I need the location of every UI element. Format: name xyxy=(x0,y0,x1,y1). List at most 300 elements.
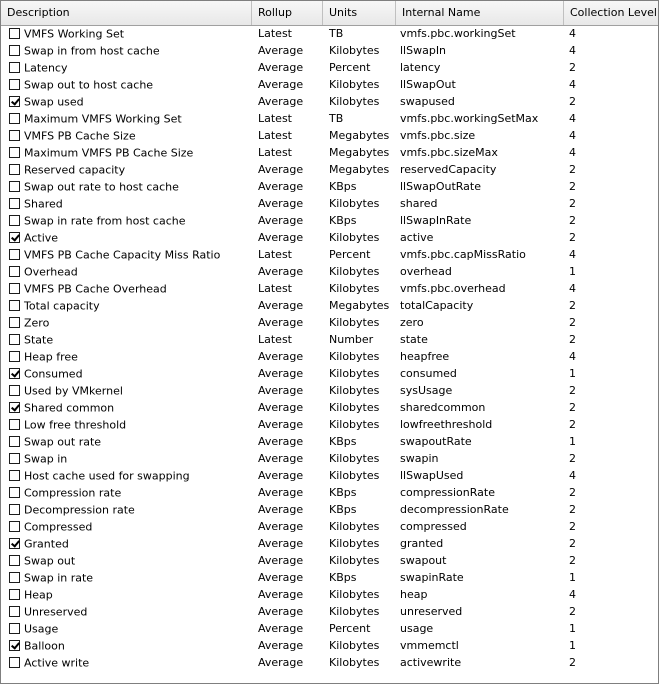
row-checkbox[interactable] xyxy=(9,79,20,90)
row-checkbox[interactable] xyxy=(9,249,20,260)
rollup-cell: Average xyxy=(258,350,304,363)
internal-name-cell: llSwapInRate xyxy=(400,214,472,227)
table-row[interactable] xyxy=(1,637,658,654)
description-label: Unreserved xyxy=(24,605,88,619)
table-row[interactable] xyxy=(1,76,658,93)
table-row[interactable] xyxy=(1,365,658,382)
table-row[interactable] xyxy=(1,467,658,484)
units-cell: KBps xyxy=(329,503,357,516)
table-row[interactable] xyxy=(1,416,658,433)
rollup-cell: Average xyxy=(258,180,304,193)
description-label: Low free threshold xyxy=(24,418,127,432)
rollup-cell: Latest xyxy=(258,27,292,40)
description-cell xyxy=(1,433,251,450)
collection-level-cell: 2 xyxy=(569,503,576,516)
units-cell: Kilobytes xyxy=(329,231,380,244)
table-row[interactable] xyxy=(1,110,658,127)
table-row[interactable] xyxy=(1,433,658,450)
units-cell: Percent xyxy=(329,622,371,635)
units-cell: Kilobytes xyxy=(329,639,380,652)
row-checkbox[interactable] xyxy=(9,385,20,396)
collection-level-cell: 2 xyxy=(569,452,576,465)
rollup-cell: Average xyxy=(258,367,304,380)
internal-name-cell: vmfs.pbc.workingSet xyxy=(400,27,516,40)
column-header-collection-level[interactable]: Collection Level xyxy=(570,6,657,19)
rollup-cell: Average xyxy=(258,401,304,414)
description-cell xyxy=(1,586,251,603)
units-cell: Megabytes xyxy=(329,163,390,176)
collection-level-cell: 2 xyxy=(569,418,576,431)
description-cell xyxy=(1,348,251,365)
description-cell xyxy=(1,25,251,42)
collection-level-cell: 4 xyxy=(569,129,576,142)
table-row[interactable] xyxy=(1,314,658,331)
description-label: Swap out rate xyxy=(24,435,102,449)
row-checkbox[interactable] xyxy=(9,368,20,379)
collection-level-cell: 2 xyxy=(569,197,576,210)
units-cell: Kilobytes xyxy=(329,554,380,567)
collection-level-cell: 2 xyxy=(569,299,576,312)
description-label: Swap used xyxy=(24,95,84,109)
row-checkbox[interactable] xyxy=(9,657,20,668)
units-cell: Megabytes xyxy=(329,129,390,142)
description-label: Reserved capacity xyxy=(24,163,126,177)
rollup-cell: Average xyxy=(258,78,304,91)
rollup-cell: Average xyxy=(258,265,304,278)
units-cell: Percent xyxy=(329,61,371,74)
description-cell xyxy=(1,195,251,212)
row-checkbox[interactable] xyxy=(9,351,20,362)
description-label: Active xyxy=(24,231,59,245)
table-row[interactable] xyxy=(1,484,658,501)
description-cell xyxy=(1,331,251,348)
description-label: Balloon xyxy=(24,639,65,653)
description-cell xyxy=(1,467,251,484)
internal-name-cell: consumed xyxy=(400,367,457,380)
internal-name-cell: active xyxy=(400,231,434,244)
rollup-cell: Latest xyxy=(258,146,292,159)
table-row[interactable] xyxy=(1,42,658,59)
internal-name-cell: vmfs.pbc.size xyxy=(400,129,476,142)
rollup-cell: Average xyxy=(258,95,304,108)
internal-name-cell: usage xyxy=(400,622,434,635)
rollup-cell: Average xyxy=(258,418,304,431)
description-label: VMFS PB Cache Overhead xyxy=(24,282,167,296)
units-cell: KBps xyxy=(329,214,357,227)
row-checkbox[interactable] xyxy=(9,555,20,566)
collection-level-cell: 4 xyxy=(569,588,576,601)
table-row[interactable] xyxy=(1,263,658,280)
internal-name-cell: vmfs.pbc.workingSetMax xyxy=(400,112,539,125)
internal-name-cell: swapused xyxy=(400,95,455,108)
rollup-cell: Average xyxy=(258,44,304,57)
collection-level-cell: 2 xyxy=(569,180,576,193)
rollup-cell: Average xyxy=(258,486,304,499)
description-label: Swap in from host cache xyxy=(24,44,160,58)
row-checkbox[interactable] xyxy=(9,487,20,498)
table-row[interactable] xyxy=(1,586,658,603)
rollup-cell: Average xyxy=(258,452,304,465)
row-checkbox[interactable] xyxy=(9,283,20,294)
collection-level-cell: 1 xyxy=(569,265,576,278)
collection-level-cell: 4 xyxy=(569,146,576,159)
rollup-cell: Average xyxy=(258,639,304,652)
collection-level-cell: 2 xyxy=(569,384,576,397)
units-cell: Kilobytes xyxy=(329,350,380,363)
description-label: Latency xyxy=(24,61,68,75)
collection-level-cell: 2 xyxy=(569,656,576,669)
collection-level-cell: 4 xyxy=(569,78,576,91)
description-cell xyxy=(1,535,251,552)
description-label: Used by VMkernel xyxy=(24,384,123,398)
units-cell: Number xyxy=(329,333,374,346)
internal-name-cell: llSwapIn xyxy=(400,44,447,57)
collection-level-cell: 2 xyxy=(569,486,576,499)
row-checkbox[interactable] xyxy=(9,317,20,328)
internal-name-cell: heapfree xyxy=(400,350,450,363)
table-row[interactable] xyxy=(1,552,658,569)
description-label: Maximum VMFS PB Cache Size xyxy=(24,146,194,160)
table-row[interactable] xyxy=(1,127,658,144)
description-label: Zero xyxy=(24,316,50,330)
collection-level-cell: 2 xyxy=(569,163,576,176)
rollup-cell: Average xyxy=(258,435,304,448)
row-checkbox[interactable] xyxy=(9,640,20,651)
rollup-cell: Average xyxy=(258,554,304,567)
rollup-cell: Average xyxy=(258,214,304,227)
table-row[interactable] xyxy=(1,348,658,365)
units-cell: Kilobytes xyxy=(329,44,380,57)
description-label: Swap out rate to host cache xyxy=(24,180,179,194)
rollup-cell: Latest xyxy=(258,333,292,346)
table-row[interactable] xyxy=(1,331,658,348)
units-cell: Kilobytes xyxy=(329,316,380,329)
internal-name-cell: vmfs.pbc.sizeMax xyxy=(400,146,498,159)
collection-level-cell: 4 xyxy=(569,469,576,482)
internal-name-cell: activewrite xyxy=(400,656,462,669)
internal-name-cell: heap xyxy=(400,588,428,601)
units-cell: TB xyxy=(329,27,344,40)
collection-level-cell: 4 xyxy=(569,350,576,363)
table-row[interactable] xyxy=(1,535,658,552)
row-checkbox[interactable] xyxy=(9,589,20,600)
table-row[interactable] xyxy=(1,229,658,246)
units-cell: Kilobytes xyxy=(329,469,380,482)
row-checkbox[interactable] xyxy=(9,334,20,345)
table-row[interactable] xyxy=(1,501,658,518)
description-label: Swap in xyxy=(24,452,68,466)
collection-level-cell: 2 xyxy=(569,95,576,108)
collection-level-cell: 1 xyxy=(569,367,576,380)
description-cell xyxy=(1,110,251,127)
units-cell: Kilobytes xyxy=(329,282,380,295)
rollup-cell: Average xyxy=(258,384,304,397)
description-cell xyxy=(1,569,251,586)
rollup-cell: Average xyxy=(258,605,304,618)
rollup-cell: Average xyxy=(258,197,304,210)
table-row[interactable] xyxy=(1,212,658,229)
description-cell xyxy=(1,144,251,161)
row-checkbox[interactable] xyxy=(9,130,20,141)
rollup-cell: Average xyxy=(258,61,304,74)
description-label: Heap free xyxy=(24,350,78,364)
internal-name-cell: sysUsage xyxy=(400,384,453,397)
row-checkbox[interactable] xyxy=(9,62,20,73)
rollup-cell: Average xyxy=(258,571,304,584)
description-label: Swap in rate from host cache xyxy=(24,214,186,228)
description-cell xyxy=(1,365,251,382)
internal-name-cell: reservedCapacity xyxy=(400,163,497,176)
row-checkbox[interactable] xyxy=(9,266,20,277)
internal-name-cell: lowfreethreshold xyxy=(400,418,493,431)
table-row[interactable] xyxy=(1,450,658,467)
description-cell xyxy=(1,93,251,110)
rollup-cell: Average xyxy=(258,520,304,533)
description-cell xyxy=(1,59,251,76)
table-row[interactable] xyxy=(1,654,658,671)
internal-name-cell: shared xyxy=(400,197,438,210)
units-cell: Kilobytes xyxy=(329,418,380,431)
internal-name-cell: totalCapacity xyxy=(400,299,474,312)
table-row[interactable] xyxy=(1,518,658,535)
description-cell xyxy=(1,654,251,671)
table-row[interactable] xyxy=(1,59,658,76)
units-cell: Kilobytes xyxy=(329,384,380,397)
row-checkbox[interactable] xyxy=(9,181,20,192)
collection-level-cell: 2 xyxy=(569,537,576,550)
internal-name-cell: vmfs.pbc.capMissRatio xyxy=(400,248,526,261)
units-cell: Kilobytes xyxy=(329,452,380,465)
internal-name-cell: swapoutRate xyxy=(400,435,472,448)
description-cell xyxy=(1,212,251,229)
table-row[interactable] xyxy=(1,178,658,195)
table-row[interactable] xyxy=(1,25,658,42)
description-cell xyxy=(1,399,251,416)
collection-level-cell: 2 xyxy=(569,61,576,74)
description-label: Maximum VMFS Working Set xyxy=(24,112,182,126)
row-checkbox[interactable] xyxy=(9,572,20,583)
description-cell xyxy=(1,42,251,59)
description-label: Active write xyxy=(24,656,90,670)
description-label: Swap out to host cache xyxy=(24,78,154,92)
description-cell xyxy=(1,603,251,620)
table-row[interactable] xyxy=(1,399,658,416)
description-label: Swap out xyxy=(24,554,76,568)
units-cell: KBps xyxy=(329,435,357,448)
units-cell: Kilobytes xyxy=(329,78,380,91)
row-checkbox[interactable] xyxy=(9,215,20,226)
collection-level-cell: 2 xyxy=(569,401,576,414)
internal-name-cell: llSwapOut xyxy=(400,78,456,91)
description-label: Shared xyxy=(24,197,63,211)
table-row[interactable] xyxy=(1,161,658,178)
internal-name-cell: unreserved xyxy=(400,605,463,618)
row-checkbox[interactable] xyxy=(9,45,20,56)
description-label: Consumed xyxy=(24,367,83,381)
rollup-cell: Average xyxy=(258,537,304,550)
rollup-cell: Average xyxy=(258,588,304,601)
row-checkbox[interactable] xyxy=(9,147,20,158)
description-cell xyxy=(1,76,251,93)
description-cell xyxy=(1,484,251,501)
rollup-cell: Average xyxy=(258,316,304,329)
internal-name-cell: zero xyxy=(400,316,424,329)
collection-level-cell: 1 xyxy=(569,639,576,652)
description-label: Shared common xyxy=(24,401,115,415)
row-checkbox[interactable] xyxy=(9,198,20,209)
description-cell xyxy=(1,127,251,144)
description-cell xyxy=(1,246,251,263)
description-cell xyxy=(1,382,251,399)
collection-level-cell: 2 xyxy=(569,333,576,346)
internal-name-cell: compressed xyxy=(400,520,467,533)
units-cell: Kilobytes xyxy=(329,537,380,550)
row-checkbox[interactable] xyxy=(9,453,20,464)
column-header-units[interactable]: Units xyxy=(323,1,396,25)
row-checkbox[interactable] xyxy=(9,164,20,175)
row-checkbox[interactable] xyxy=(9,402,20,413)
description-label: VMFS PB Cache Capacity Miss Ratio xyxy=(24,248,221,262)
table-row[interactable] xyxy=(1,603,658,620)
row-checkbox[interactable] xyxy=(9,623,20,634)
internal-name-cell: state xyxy=(400,333,428,346)
description-label: Swap in rate xyxy=(24,571,94,585)
rollup-cell: Average xyxy=(258,656,304,669)
description-label: Host cache used for swapping xyxy=(24,469,190,483)
collection-level-cell: 4 xyxy=(569,27,576,40)
description-label: VMFS PB Cache Size xyxy=(24,129,136,143)
row-checkbox[interactable] xyxy=(9,504,20,515)
internal-name-cell: granted xyxy=(400,537,444,550)
description-cell xyxy=(1,450,251,467)
units-cell: Kilobytes xyxy=(329,605,380,618)
description-label: Decompression rate xyxy=(24,503,135,517)
description-cell xyxy=(1,161,251,178)
rollup-cell: Average xyxy=(258,163,304,176)
internal-name-cell: sharedcommon xyxy=(400,401,486,414)
units-cell: Kilobytes xyxy=(329,265,380,278)
internal-name-cell: swapinRate xyxy=(400,571,464,584)
collection-level-cell: 2 xyxy=(569,316,576,329)
rollup-cell: Average xyxy=(258,299,304,312)
table-row[interactable] xyxy=(1,297,658,314)
internal-name-cell: llSwapOutRate xyxy=(400,180,481,193)
internal-name-cell: llSwapUsed xyxy=(400,469,464,482)
description-cell xyxy=(1,263,251,280)
internal-name-cell: vmmemctl xyxy=(400,639,459,652)
collection-level-cell: 2 xyxy=(569,554,576,567)
table-row[interactable] xyxy=(1,620,658,637)
description-cell xyxy=(1,297,251,314)
description-cell xyxy=(1,178,251,195)
rollup-cell: Latest xyxy=(258,282,292,295)
units-cell: Megabytes xyxy=(329,146,390,159)
description-label: Granted xyxy=(24,537,69,551)
description-label: VMFS Working Set xyxy=(24,27,125,41)
column-header-description[interactable]: Description xyxy=(1,1,252,25)
column-header-rollup[interactable]: Rollup xyxy=(252,1,323,25)
counter-rows xyxy=(1,25,658,671)
row-checkbox[interactable] xyxy=(9,538,20,549)
internal-name-cell: vmfs.pbc.overhead xyxy=(400,282,506,295)
table-row[interactable] xyxy=(1,93,658,110)
description-label: Compression rate xyxy=(24,486,122,500)
units-cell: Kilobytes xyxy=(329,520,380,533)
rollup-cell: Average xyxy=(258,503,304,516)
description-label: Total capacity xyxy=(24,299,100,313)
table-row[interactable] xyxy=(1,280,658,297)
row-checkbox[interactable] xyxy=(9,419,20,430)
row-checkbox[interactable] xyxy=(9,436,20,447)
units-cell: Kilobytes xyxy=(329,401,380,414)
column-header-internal-name[interactable]: Internal Name xyxy=(396,1,564,25)
internal-name-cell: swapout xyxy=(400,554,447,567)
internal-name-cell: compressionRate xyxy=(400,486,495,499)
table-row[interactable] xyxy=(1,195,658,212)
row-checkbox[interactable] xyxy=(9,606,20,617)
table-row[interactable] xyxy=(1,382,658,399)
collection-level-cell: 4 xyxy=(569,44,576,57)
description-cell xyxy=(1,552,251,569)
rollup-cell: Average xyxy=(258,622,304,635)
row-checkbox[interactable] xyxy=(9,113,20,124)
description-cell xyxy=(1,501,251,518)
collection-level-cell: 1 xyxy=(569,435,576,448)
internal-name-cell: swapin xyxy=(400,452,439,465)
rollup-cell: Latest xyxy=(258,248,292,261)
description-cell xyxy=(1,518,251,535)
collection-level-cell: 4 xyxy=(569,282,576,295)
row-checkbox[interactable] xyxy=(9,232,20,243)
column-header-bar xyxy=(1,1,658,26)
table-row[interactable] xyxy=(1,246,658,263)
collection-level-cell: 2 xyxy=(569,214,576,227)
internal-name-cell: latency xyxy=(400,61,441,74)
row-checkbox[interactable] xyxy=(9,300,20,311)
units-cell: Kilobytes xyxy=(329,197,380,210)
row-checkbox[interactable] xyxy=(9,28,20,39)
row-checkbox[interactable] xyxy=(9,470,20,481)
internal-name-cell: overhead xyxy=(400,265,452,278)
description-label: Overhead xyxy=(24,265,78,279)
row-checkbox[interactable] xyxy=(9,96,20,107)
units-cell: KBps xyxy=(329,486,357,499)
collection-level-cell: 2 xyxy=(569,520,576,533)
units-cell: KBps xyxy=(329,571,357,584)
units-cell: KBps xyxy=(329,180,357,193)
units-cell: Kilobytes xyxy=(329,656,380,669)
description-cell xyxy=(1,637,251,654)
rollup-cell: Latest xyxy=(258,112,292,125)
description-label: Heap xyxy=(24,588,53,602)
units-cell: Kilobytes xyxy=(329,588,380,601)
units-cell: Percent xyxy=(329,248,371,261)
description-cell xyxy=(1,620,251,637)
table-row[interactable] xyxy=(1,144,658,161)
units-cell: Megabytes xyxy=(329,299,390,312)
description-cell xyxy=(1,416,251,433)
table-row[interactable] xyxy=(1,569,658,586)
collection-level-cell: 4 xyxy=(569,112,576,125)
collection-level-cell: 2 xyxy=(569,605,576,618)
rollup-cell: Latest xyxy=(258,129,292,142)
units-cell: Kilobytes xyxy=(329,95,380,108)
units-cell: Kilobytes xyxy=(329,367,380,380)
collection-level-cell: 1 xyxy=(569,571,576,584)
row-checkbox[interactable] xyxy=(9,521,20,532)
collection-level-cell: 1 xyxy=(569,622,576,635)
units-cell: TB xyxy=(329,112,344,125)
